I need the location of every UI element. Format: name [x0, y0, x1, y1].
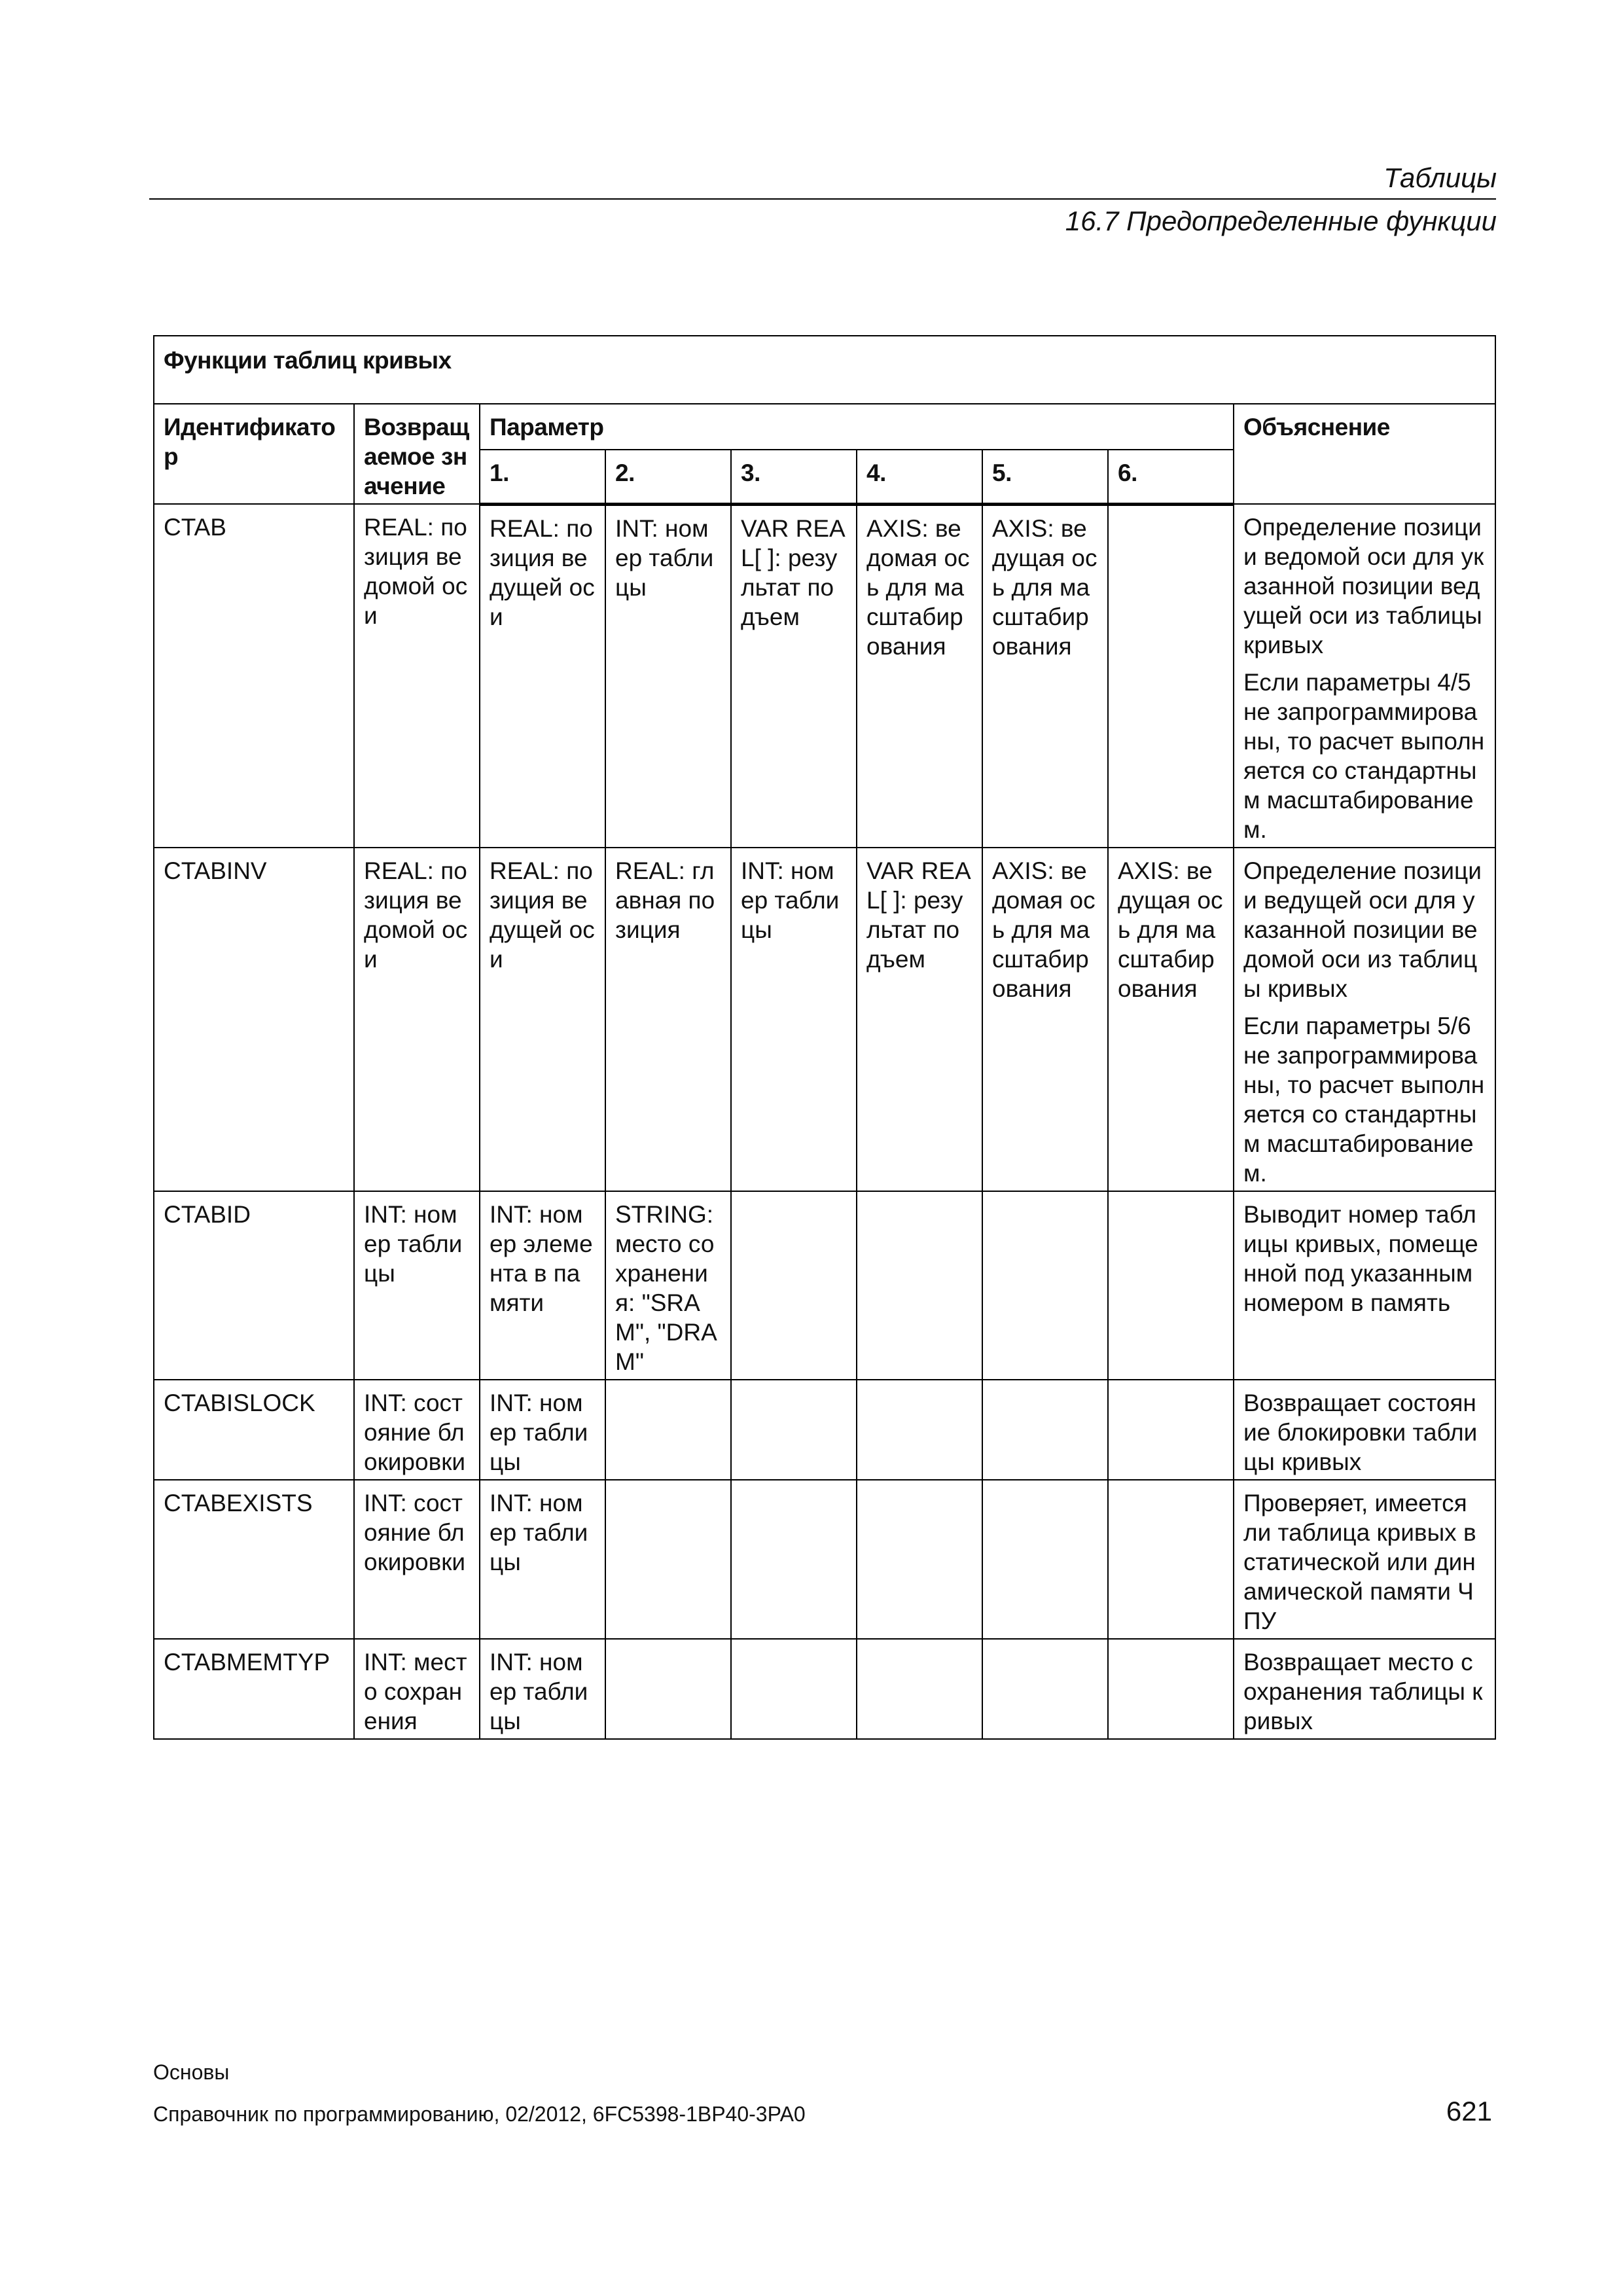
parameter-cell [731, 1480, 857, 1639]
parameter-cell [1108, 1480, 1234, 1639]
explanation-note: Если параметры 5/6 не запрограммированы, то расчет выполняется со стандартным масштабированием. [1243, 1013, 1485, 1187]
parameter-cell [731, 1380, 857, 1480]
parameter-cell [731, 1191, 857, 1380]
parameter-cell: VAR REAL[ ]: результат подъем [857, 848, 982, 1191]
return-value-cell: REAL: позиция ведомой оси [354, 848, 480, 1191]
parameter-cell [857, 1380, 982, 1480]
parameter-cell: INT: номер таблицы [480, 1480, 605, 1639]
parameter-cell: INT: номер таблицы [480, 1380, 605, 1480]
parameter-cell [982, 1380, 1108, 1480]
param-number-header: 2. [605, 450, 731, 504]
parameter-cell [731, 1639, 857, 1739]
parameter-cell: AXIS: ведущая ось для масштабирования [982, 504, 1108, 848]
explanation-cell [1234, 848, 1495, 1191]
function-identifier: CTABINV [154, 848, 354, 1191]
return-value-cell: INT: состояние блокировки [354, 1380, 480, 1480]
explanation-text: Выводит номер таблицы кривых, помещенной под указанным номером в память [1243, 1201, 1478, 1316]
parameter-cell [1108, 504, 1234, 848]
parameter-cell: AXIS: ведомая ось для масштабирования [857, 504, 982, 848]
param-number-header: 6. [1108, 450, 1234, 504]
parameter-cell: INT: номер таблицы [605, 504, 731, 848]
return-value-cell: INT: место сохранения [354, 1639, 480, 1739]
table-row [154, 1380, 1495, 1480]
parameter-cell [1108, 1380, 1234, 1480]
parameter-cell: AXIS: ведомая ось для масштабирования [982, 848, 1108, 1191]
parameter-cell: VAR REAL[ ]: результат подъем [731, 504, 857, 848]
explanation-cell [1234, 1480, 1495, 1639]
curve-table-functions-table [153, 335, 1496, 1740]
parameter-cell: STRING: место сохранения: "SRAM", "DRAM" [605, 1191, 731, 1380]
return-value-cell: INT: номер таблицы [354, 1191, 480, 1380]
explanation-text: Определение позиции ведомой оси для указанной позиции ведущей оси из таблицы кривых [1243, 514, 1484, 658]
parameter-cell: AXIS: ведущая ось для масштабирования [1108, 848, 1234, 1191]
parameter-cell [982, 1191, 1108, 1380]
explanation-note: Если параметры 4/5 не запрограммированы, то расчет выполняется со стандартным масштабированием. [1243, 669, 1485, 843]
footer-book-title: Основы [153, 2060, 230, 2084]
explanation-text: Определение позиции ведущей оси для указанной позиции ведомой оси из таблицы кривых [1243, 857, 1482, 1002]
column-header-explanation: Объяснение [1234, 404, 1495, 504]
table-row [154, 1480, 1495, 1639]
explanation-cell [1234, 504, 1495, 848]
function-identifier: CTABID [154, 1191, 354, 1380]
column-header-identifier: Идентификатор [154, 404, 354, 504]
column-header-parameter: Параметр [480, 404, 1234, 450]
parameter-cell [857, 1191, 982, 1380]
parameter-cell [605, 1380, 731, 1480]
function-identifier: CTABMEMTYP [154, 1639, 354, 1739]
param-number-header: 4. [857, 450, 982, 504]
table-row [154, 1191, 1495, 1380]
explanation-text: Возвращает место сохранения таблицы кривых [1243, 1649, 1483, 1734]
parameter-cell: INT: номер элемента в памяти [480, 1191, 605, 1380]
parameter-cell: REAL: позиция ведущей оси [480, 504, 605, 848]
parameter-cell [1108, 1639, 1234, 1739]
function-identifier: CTABISLOCK [154, 1380, 354, 1480]
table-row [154, 1639, 1495, 1739]
page-number: 621 [1446, 2096, 1492, 2126]
parameter-cell: REAL: позиция ведущей оси [480, 848, 605, 1191]
parameter-cell: INT: номер таблицы [731, 848, 857, 1191]
explanation-cell [1234, 1639, 1495, 1739]
param-number-header: 1. [480, 450, 605, 504]
explanation-cell [1234, 1191, 1495, 1380]
column-header-return-value: Возвращаемое значение [354, 404, 480, 504]
explanation-cell [1234, 1380, 1495, 1480]
function-identifier: CTABEXISTS [154, 1480, 354, 1639]
table-row [154, 504, 1495, 848]
table-row [154, 848, 1495, 1191]
header-chapter-title: Таблицы [1383, 162, 1497, 193]
function-identifier: CTAB [154, 504, 354, 848]
parameter-cell [1108, 1191, 1234, 1380]
header-rule [149, 198, 1496, 200]
header-section-title: 16.7 Предопределенные функции [1065, 206, 1497, 236]
table-caption: Функции таблиц кривых [154, 336, 1495, 404]
parameter-cell [857, 1639, 982, 1739]
return-value-cell: REAL: позиция ведомой оси [354, 504, 480, 848]
param-number-header: 5. [982, 450, 1108, 504]
footer-manual-info: Справочник по программированию, 02/2012, 6FC5398-1BP40-3PA0 [153, 2102, 806, 2126]
parameter-cell [605, 1480, 731, 1639]
parameter-cell [982, 1480, 1108, 1639]
parameter-cell: REAL: главная позиция [605, 848, 731, 1191]
parameter-cell [605, 1639, 731, 1739]
parameter-cell [982, 1639, 1108, 1739]
explanation-text: Возвращает состояние блокировки таблицы кривых [1243, 1390, 1478, 1475]
return-value-cell: INT: состояние блокировки [354, 1480, 480, 1639]
param-number-header: 3. [731, 450, 857, 504]
parameter-cell [857, 1480, 982, 1639]
explanation-text: Проверяет, имеется ли таблица кривых в статической или динамической памяти ЧПУ [1243, 1490, 1476, 1634]
parameter-cell: INT: номер таблицы [480, 1639, 605, 1739]
